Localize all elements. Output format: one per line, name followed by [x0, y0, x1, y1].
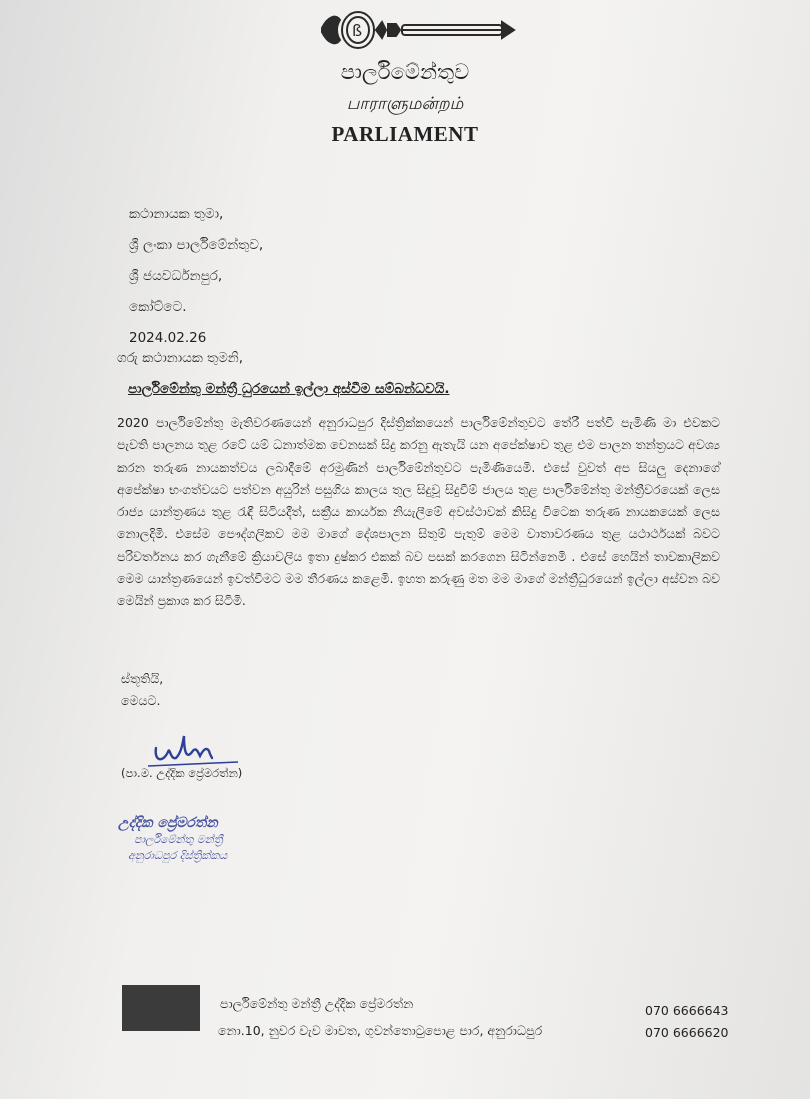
- address-line: කථානායක තුමා,: [129, 206, 224, 222]
- official-stamp: [118, 815, 227, 863]
- header-english: PARLIAMENT: [331, 122, 479, 146]
- parliament-mace-emblem: [318, 6, 518, 54]
- recipient-address: [129, 205, 263, 360]
- footer-address: නො.10, නුවර වැව මාවත, ගුවන්තොටුපොළ පාර, අනුරාධපුර: [218, 1023, 543, 1038]
- stamp-name: උද්දික ප්‍රේමරත්න: [118, 815, 218, 831]
- letter-body: 2020 පාර්ලිමේන්තු මැතිවරණයෙන් අනුරාධපුර දිස්ත්‍රික්කයෙන් පාර්ලිමේන්තුවට තේරී පත්වී පැමිණි මා එවකට පැවති පාලනය තුළ රටේ යම් ධනාත්මක වෙනසක් සිදු කරනු ඇතැයි යන අපේක්ෂාව තුළ එම පාලන තන්ත්‍රයට අවශ්‍ය කරන තරුණ නායකත්වය ලබාදීමේ අරමුණින් පාර්ලිමේන්තුවට පැමිණියෙමි. එසේ වුවත් අප සියලු දෙනාගේ අපේක්ෂා භංගත්වයට පත්වන අයුරින් පසුගිය කාලය තුල සිදුවූ සිදුවීම් ජාලය තුළ පාර්ලිමේන්තු මන්ත්‍රීවරයෙක් ලෙස රාජ්‍ය යාන්ත්‍රණය තුළ රැඳී සිටියදීත්, සක්‍රීය කාර්යක නියැලීමේ අවස්ථාවක් කිසිදු විටෙක තරුණ නායකයෙක් ලෙස නොලදිමි. එසේම පෞද්ගලිකව මම මාගේ දේශපාලන සිතුම් පැතුම් මෙම වාතාවරණය තුළ යථාර්ථයක් බවට පරිවර්තනය කර ගැනීමේ ක්‍රියාවලිය ඉතා දුෂ්කර එකක් බව පසක් කරගෙන සිටින්නෙමි . එසේ හෙයින් තාවකාලිකව මෙම යාන්ත්‍රණයෙන් ඉවත්වීමට මම තීරණය කළෙමි. ඉහත කරුණු මත මම මාගේ මන්ත්‍රීධුරයෙන් ඉල්ලා අස්වන බව මෙයින් ප්‍රකාශ කර සිටිමි.: [117, 415, 720, 609]
- letter-date: 2024.02.26: [129, 330, 207, 346]
- signer-name: (පා.ම. උද්දික ප්‍රේමරත්න): [121, 766, 243, 780]
- header-sinhala: පාර්ලිමේන්තුව: [340, 60, 470, 84]
- footer-logo-block: [122, 985, 200, 1031]
- stamp-district: අනුරාධපුර දිස්ත්‍රික්කය: [128, 849, 228, 862]
- address-line: ශ්‍රී ලංකා පාර්ලිමේන්තුව,: [129, 237, 264, 253]
- stamp-title: පාර්ලිමේන්තු මන්ත්‍රී: [134, 833, 223, 846]
- header-tamil: பாராளுமன்றம்: [346, 94, 464, 114]
- closing-sincerely: මෙයට.: [121, 693, 161, 708]
- footer-phone-1: 070 6666643: [645, 1003, 729, 1018]
- svg-text:ß: ß: [352, 21, 363, 40]
- letter-subject: පාර්ලිමේන්තු මන්ත්‍රී ධුරයෙන් ඉල්ලා අස්වීම සම්බන්ධවයි.: [128, 381, 450, 397]
- address-line: ශ්‍රී ජයවර්ධනපුර,: [129, 268, 223, 284]
- address-line: කෝට්ටෙ.: [129, 299, 187, 315]
- closing: [121, 668, 163, 712]
- footer-phone-2: 070 6666620: [645, 1025, 729, 1040]
- footer-name: පාර්ලිමේන්තු මන්ත්‍රී උද්දික ප්‍රේමරත්න: [220, 996, 414, 1011]
- closing-thanks: ස්තූතියි,: [121, 671, 164, 686]
- salutation: ගරු කථානායක තුමනි,: [117, 350, 244, 366]
